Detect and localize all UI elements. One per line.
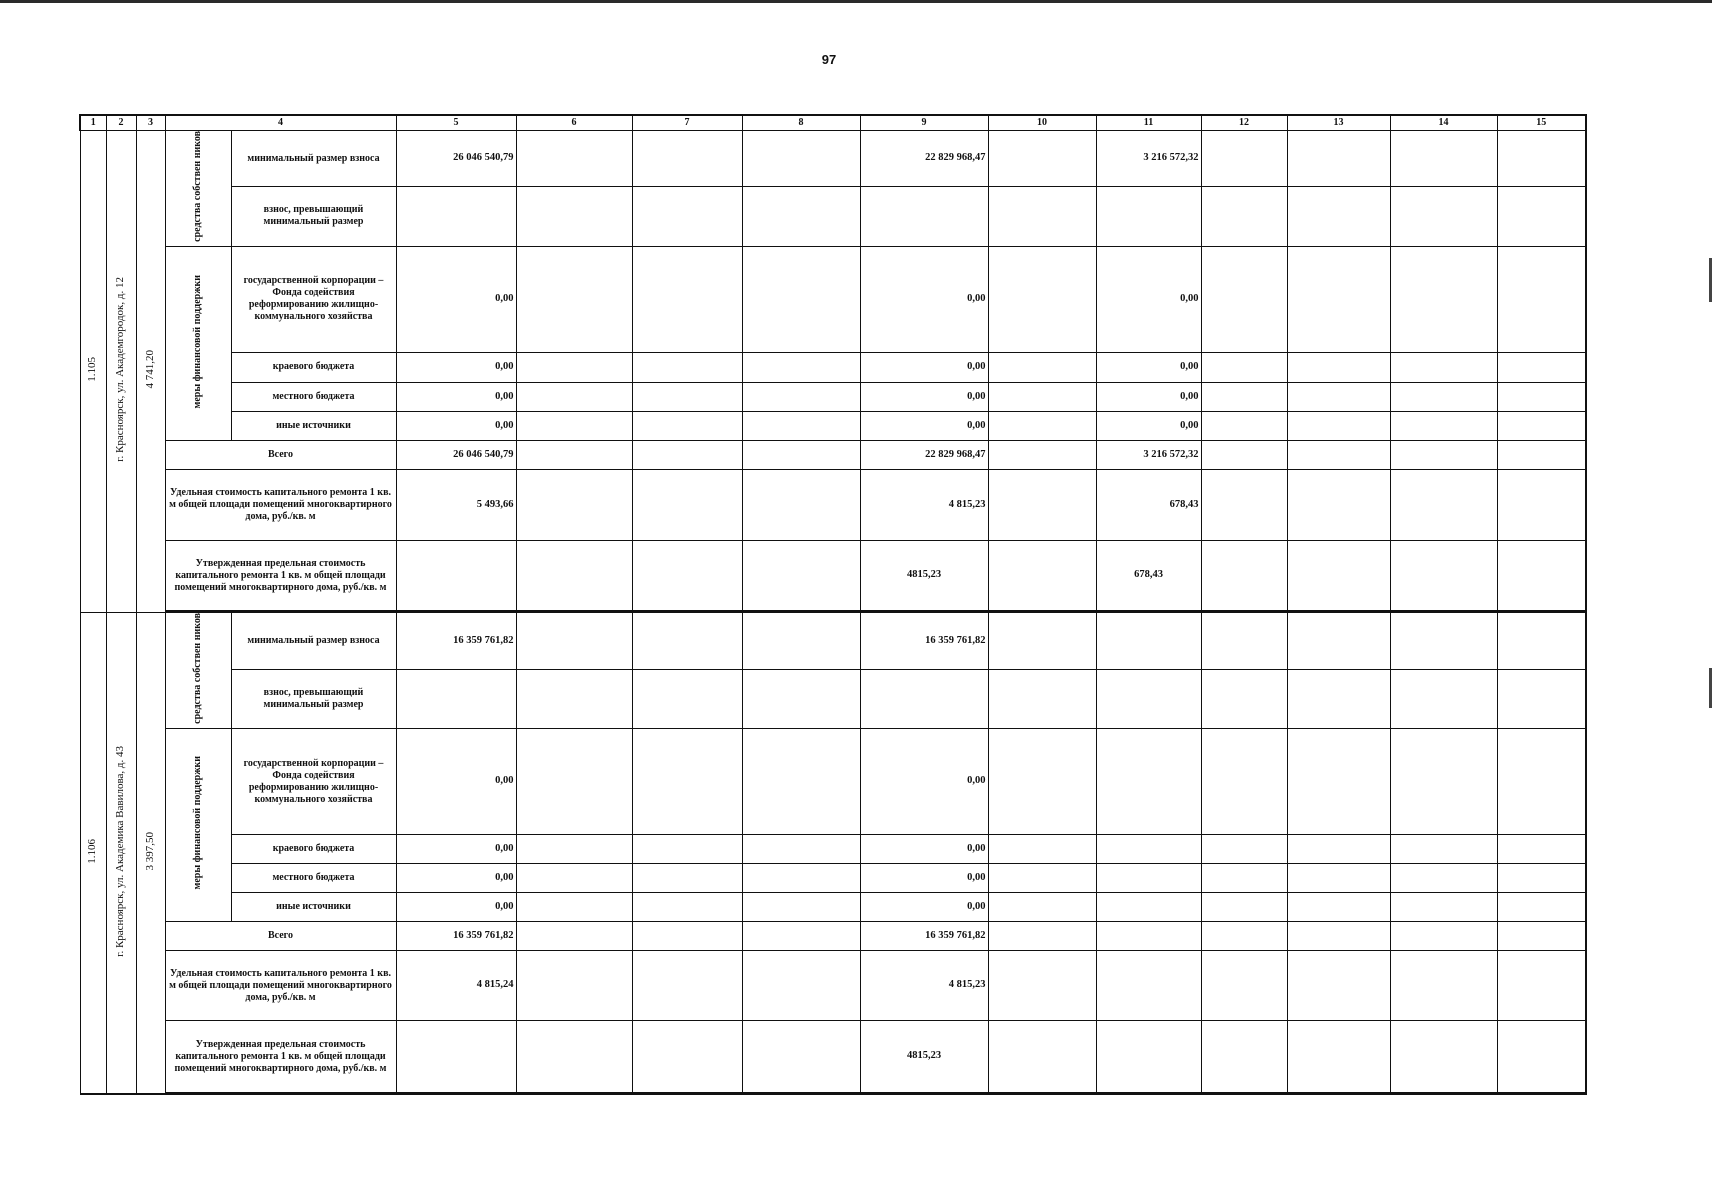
- cell-value: 22 829 968,47: [860, 440, 988, 469]
- table-row: [80, 1021, 1586, 1093]
- cell-value: 3 216 572,32: [1096, 440, 1201, 469]
- page-number: 97: [821, 52, 837, 67]
- cell-value: 0,00: [396, 864, 516, 893]
- row-label-limit-cost: Утвержденная предельная стоимость капитального ремонта 1 кв. м общей площади помещений многоквартирного дома, руб./кв. м: [165, 1021, 396, 1093]
- row-label-min-fee: минимальный размер взноса: [231, 131, 396, 187]
- table-row: [80, 440, 1586, 469]
- cell-value: 26 046 540,79: [396, 131, 516, 187]
- row-label-regional: краевого бюджета: [231, 835, 396, 864]
- spacer-row: [80, 1093, 1586, 1095]
- column-number-row: [80, 115, 1586, 131]
- area-cell: 4 741,20: [136, 131, 165, 613]
- cell-value: 0,00: [1096, 352, 1201, 382]
- table-row: [80, 922, 1586, 951]
- item-number-cell: 1.106: [80, 613, 106, 1094]
- col-header: 6: [516, 115, 632, 131]
- cell-value: 678,43: [1096, 540, 1201, 611]
- col-header: 14: [1390, 115, 1497, 131]
- cell-value: 0,00: [396, 382, 516, 411]
- address-cell: г. Красноярск, ул. Академгородок, д. 12: [106, 131, 136, 613]
- group-financial-support: меры финансовой поддержки: [165, 246, 231, 440]
- table-row: [80, 382, 1586, 411]
- cell-value: 0,00: [396, 352, 516, 382]
- cell-value: 0,00: [860, 411, 988, 440]
- col-header: 1: [80, 115, 106, 131]
- cell-value: 4815,23: [860, 1021, 988, 1093]
- table-row: [80, 469, 1586, 540]
- row-label-corp: государственной корпорации – Фонда содействия реформированию жилищно-коммунального хозяйства: [231, 729, 396, 835]
- cell-value: 0,00: [1096, 246, 1201, 352]
- col-header: 11: [1096, 115, 1201, 131]
- col-header: 5: [396, 115, 516, 131]
- cell-value: 4 815,24: [396, 951, 516, 1021]
- cell-value: 0,00: [396, 893, 516, 922]
- col-header: 3: [136, 115, 165, 131]
- cell-value: 26 046 540,79: [396, 440, 516, 469]
- row-label-local: местного бюджета: [231, 382, 396, 411]
- cell-value: 0,00: [860, 893, 988, 922]
- cell-value: 0,00: [396, 246, 516, 352]
- table-row: [80, 187, 1586, 247]
- table-row: [80, 613, 1586, 670]
- cell-value: 0,00: [860, 729, 988, 835]
- row-label-regional: краевого бюджета: [231, 352, 396, 382]
- address-cell: г. Красноярск, ул. Академика Вавилова, д. 43: [106, 613, 136, 1094]
- table-row: [80, 670, 1586, 729]
- cell-value: 0,00: [860, 352, 988, 382]
- cell-value: 16 359 761,82: [860, 613, 988, 670]
- row-label-unit-cost: Удельная стоимость капитального ремонта 1 кв. м общей площади помещений многоквартирного дома, руб./кв. м: [165, 951, 396, 1021]
- cell-value: 0,00: [396, 835, 516, 864]
- cell-value: 0,00: [396, 729, 516, 835]
- col-header: 7: [632, 115, 742, 131]
- group-own-funds: средства собствен ников: [165, 613, 231, 729]
- item-number-cell: 1.105: [80, 131, 106, 613]
- row-label-over-fee: взнос, превышающий минимальный размер: [231, 670, 396, 729]
- cell-value: 0,00: [860, 382, 988, 411]
- cell-value: 16 359 761,82: [396, 613, 516, 670]
- row-label-total: Всего: [165, 440, 396, 469]
- row-label-over-fee: взнос, превышающий минимальный размер: [231, 187, 396, 247]
- scan-top-edge: [0, 0, 1712, 3]
- table-row: [80, 951, 1586, 1021]
- area-cell: 3 397,50: [136, 613, 165, 1094]
- row-label-corp: государственной корпорации – Фонда содействия реформированию жилищно-коммунального хозяйства: [231, 246, 396, 352]
- row-label-local: местного бюджета: [231, 864, 396, 893]
- cell-value: 0,00: [860, 246, 988, 352]
- col-header: 4: [165, 115, 396, 131]
- col-header: 10: [988, 115, 1096, 131]
- row-label-unit-cost: Удельная стоимость капитального ремонта 1 кв. м общей площади помещений многоквартирного дома, руб./кв. м: [165, 469, 396, 540]
- group-financial-support: меры финансовой поддержки: [165, 729, 231, 922]
- cell-value: 16 359 761,82: [860, 922, 988, 951]
- cell-value: 0,00: [860, 864, 988, 893]
- cell-value: 4 815,23: [860, 469, 988, 540]
- table-row: [80, 893, 1586, 922]
- table-row: [80, 835, 1586, 864]
- cell-value: 5 493,66: [396, 469, 516, 540]
- table-row: [80, 246, 1586, 352]
- cell-value: 22 829 968,47: [860, 131, 988, 187]
- row-label-other: иные источники: [231, 411, 396, 440]
- col-header: 9: [860, 115, 988, 131]
- cell-value: 16 359 761,82: [396, 922, 516, 951]
- table-row: [80, 411, 1586, 440]
- col-header: 12: [1201, 115, 1287, 131]
- cell-value: 4815,23: [860, 540, 988, 611]
- table-row: [80, 864, 1586, 893]
- cell-value: 3 216 572,32: [1096, 131, 1201, 187]
- table-row: [80, 131, 1586, 187]
- cell-value: 0,00: [860, 835, 988, 864]
- group-own-funds: средства собствен ников: [165, 131, 231, 247]
- table-row: [80, 540, 1586, 611]
- col-header: 2: [106, 115, 136, 131]
- col-header: 15: [1497, 115, 1586, 131]
- capital-repair-table: [79, 114, 1587, 1095]
- cell-value: 0,00: [1096, 411, 1201, 440]
- row-label-min-fee: минимальный размер взноса: [231, 613, 396, 670]
- cell-value: 4 815,23: [860, 951, 988, 1021]
- cell-value: 678,43: [1096, 469, 1201, 540]
- row-label-limit-cost: Утвержденная предельная стоимость капитального ремонта 1 кв. м общей площади помещений многоквартирного дома, руб./кв. м: [165, 540, 396, 611]
- table-row: [80, 352, 1586, 382]
- row-label-other: иные источники: [231, 893, 396, 922]
- col-header: 13: [1287, 115, 1390, 131]
- cell-value: 0,00: [1096, 382, 1201, 411]
- col-header: 8: [742, 115, 860, 131]
- cell-value: 0,00: [396, 411, 516, 440]
- row-label-total: Всего: [165, 922, 396, 951]
- table-row: [80, 729, 1586, 835]
